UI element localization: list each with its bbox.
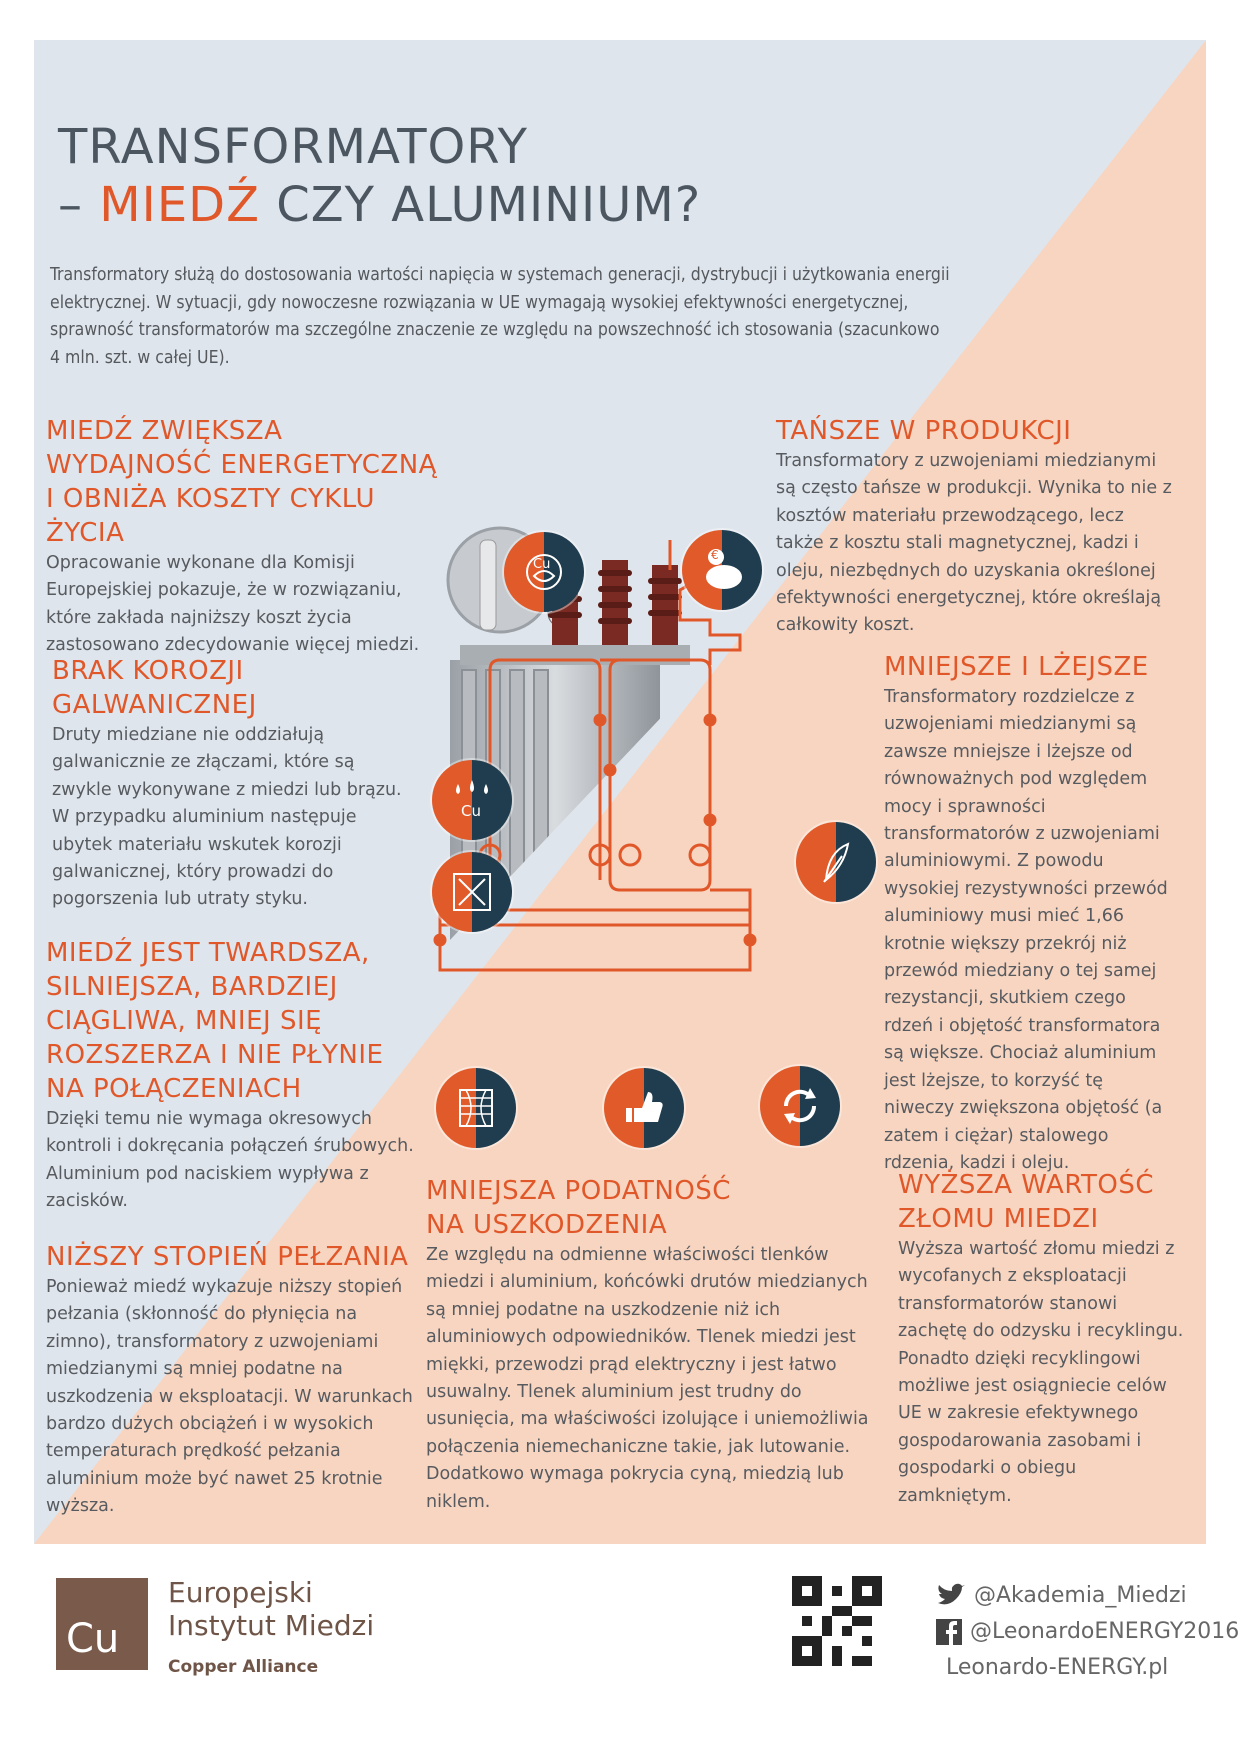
section-efficiency [46,414,446,660]
title-highlight: MIEDŹ [99,177,261,233]
section-cheaper [776,414,1176,640]
section-heading: MIEDŹ JEST TWARDSZA, SILNIEJSZA, BARDZIEJ CIĄGLIWA, MNIEJ SIĘ ROZSZERZA I NIE PŁYNIE NA POŁĄCZENIACH [46,938,384,1104]
social-links [936,1578,1239,1686]
org-line-2: Instytut Miedzi [168,1609,375,1642]
euro-label: € [711,548,719,562]
expand-arrows-icon [432,852,512,932]
intro-paragraph: Transformatory służą do dostosowania wartości napięcia w systemach generacji, dystrybucji i użytkowania energii elektrycznej. W sytuacji, gdy nowoczesne rozwiązania w UE wymagają wysokiej efektywności energetycznej, sprawność transformatorów ma szczególne znaczenie ze względu na powszechność ich stosowania (szacunkowo 4 mln. szt. w całej UE). [50,265,950,368]
coil-icon [436,1068,516,1148]
section-damage [426,1174,886,1516]
title-suffix: CZY ALUMINIUM? [260,177,702,233]
recycle-icon [760,1066,840,1146]
section-heading: MNIEJSZE I LŻEJSZE [884,652,1149,682]
page-title [58,118,701,234]
twitter-icon [936,1583,966,1609]
facebook-icon [936,1619,962,1645]
section-scrap [898,1168,1188,1510]
section-body: Wyższa wartość złomu miedzi z wycofanych z eksploatacji transformatorów stanowi zachętę do odzysku i recyklingu. Ponadto dzięki recyklingowi możliwe jest osiągniecie celów UE w zakresie efektywnego gospodarowania zasobami i gospodarki o obiegu zamkniętym. [898,1239,1184,1506]
piggy-bank-icon [682,530,762,610]
section-smaller [884,650,1174,1177]
org-line-3: Copper Alliance [168,1657,319,1677]
section-heading: TAŃSZE W PRODUKCJI [776,416,1072,446]
facebook-handle: @LeonardoENERGY2016 [970,1619,1240,1644]
section-body: Opracowanie wykonane dla Komisji Europejskiej pokazuje, że w rozwiązaniu, które zakłada najniższy koszt życia zastosowano zdecydowanie więcej miedzi. [46,553,420,656]
section-body: Druty miedziane nie oddziałują galwanicznie ze złączami, które są zwykle wykonywane z miedzi lub brązu. W przypadku aluminium następuje ubytek materiału wskutek korozji galwanicznej, który prowadzi do pogorszenia lub utraty styku. [52,725,402,910]
section-body: Ze względu na odmienne właściwości tlenków miedzi i aluminium, końcówki drutów miedzianych są mniej podatne na uszkodzenie niż ich aluminiowych odpowiedników. Tlenek miedzi jest miękki, przewodzi prąd elektryczny i jest łatwo usuwalny. Tlenek aluminium jest trudny do usunięcia, ma właściwości izolujące i uniemożliwia połączenia niemechaniczne takie, jak lutowanie. Dodatkowo wymaga pokrycia cyną, miedzią lub niklem. [426,1245,869,1512]
water-drops-icon [432,760,512,840]
twitter-link[interactable] [936,1578,1239,1614]
twitter-handle: @Akademia_Miedzi [974,1583,1187,1608]
section-heading: BRAK KOROZJI GALWANICZNEJ [52,656,257,720]
section-body: Transformatory z uzwojeniami miedzianymi są często tańsze w produkcji. Wynika to nie z kosztów materiału przewodzącego, lecz także z kosztu stali magnetycznej, kadzi i oleju, niezbędnych do uzyskania określonej efektywności energetycznej, które określają całkowity koszt. [776,451,1172,636]
section-heading: MNIEJSZA PODATNOŚĆ NA USZKODZENIA [426,1176,731,1240]
section-body: Ponieważ miedź wykazuje niższy stopień pełzania (skłonność do płynięcia na zimno), transformatory z uzwojeniami miedzianymi są mniej podatne na uszkodzenia w eksploatacji. W warunkach bardzo dużych obciążeń i w wysokich temperaturach prędkość pełzania aluminium może być nawet 25 krotnie wyższa. [46,1277,413,1517]
copper-label: Cu [533,557,551,572]
title-line-1: TRANSFORMATORY [58,119,528,175]
section-heading: NIŻSZY STOPIEŃ PEŁZANIA [46,1242,409,1272]
website-link[interactable] [936,1650,1239,1686]
section-heading: MIEDŹ ZWIĘKSZA WYDAJNOŚĆ ENERGETYCZNĄ I OBNIŻA KOSZTY CYKLU ŻYCIA [46,416,437,548]
title-line-2 [58,176,701,234]
copper-plant-icon [504,532,584,612]
section-body: Dzięki temu nie wymaga okresowych kontroli i dokręcania połączeń śrubowych. Aluminium pod naciskiem wypływa z zacisków. [46,1109,414,1212]
logo-text: Cu [66,1616,120,1662]
section-creep [46,1240,416,1521]
section-heading: WYŻSZA WARTOŚĆ ZŁOMU MIEDZI [898,1170,1155,1234]
title-dash: – [58,177,100,233]
facebook-link[interactable] [936,1614,1239,1650]
section-harder [46,936,426,1216]
org-line-1: Europejski [168,1576,313,1609]
section-body: Transformatory rozdzielcze z uzwojeniami miedzianymi są zawsze mniejsze i lżejsze od równoważnych pod względem mocy i sprawności transformatorów z uzwojeniami aluminiowymi. Z powodu wysokiej rezystywności przewód aluminiowy musi mieć 1,66 krotnie większy przekrój niż przewód miedziany o tej samej rezystancji, skutkiem czego rdzeń i objętość transformatora są większe. Chociaż aluminium jest lżejsze, to korzyść tę niweczy zwiększona objętość (a zatem i ciężar) stalowego rdzenia, kadzi i oleju. [884,687,1168,1173]
organization-name [168,1576,374,1680]
thumbs-up-icon [604,1068,684,1148]
feather-icon [796,822,876,902]
drops-label: Cu [461,802,481,820]
copper-alliance-logo [56,1578,148,1670]
website-url: Leonardo-ENERGY.pl [946,1655,1169,1680]
section-corrosion [52,654,402,914]
qr-code-icon[interactable] [792,1576,882,1666]
